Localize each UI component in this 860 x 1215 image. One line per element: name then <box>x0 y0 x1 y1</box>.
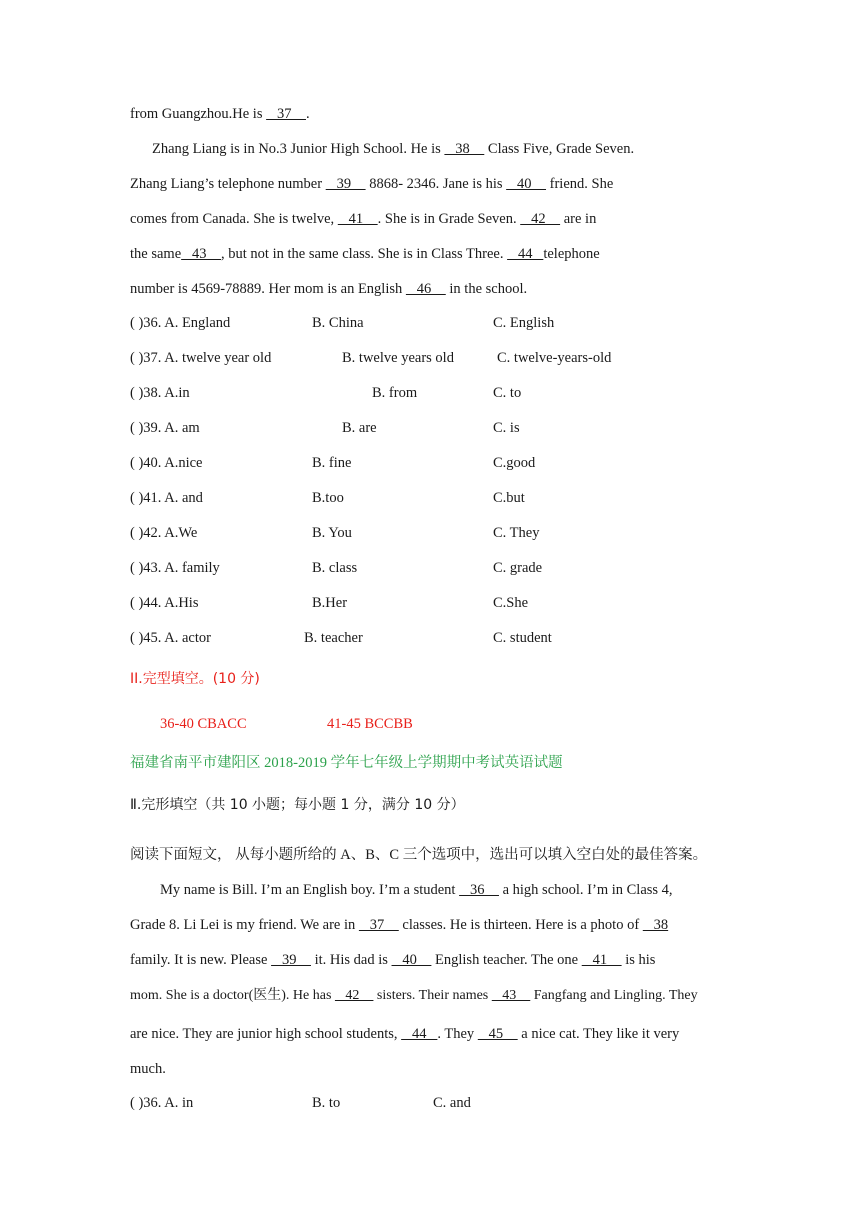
option-b: B.too <box>312 490 344 506</box>
answer-41-45: 41-45 BCCBB <box>327 716 413 732</box>
blank: 36 <box>459 882 499 898</box>
option-c: C.but <box>493 490 525 506</box>
blank: 44 <box>401 1026 438 1042</box>
text: . They <box>437 1026 478 1042</box>
text: English teacher. The one <box>431 952 582 968</box>
passage1-line <box>152 140 634 158</box>
option-b: B. class <box>312 560 358 576</box>
blank: 39 <box>325 176 366 192</box>
text: Grade 8. Li Lei is my friend. We are in <box>130 917 359 933</box>
blank: 41 <box>581 952 622 968</box>
text: . She is in Grade Seven. <box>377 211 521 227</box>
option-c: C. is <box>493 420 520 436</box>
option-q: ( )45. A. actor <box>130 630 211 646</box>
text: are in <box>560 211 597 227</box>
blank: 42 <box>334 988 374 1003</box>
blank: 39 <box>271 952 311 968</box>
text: Fangfang and Lingling. They <box>530 988 698 1003</box>
option-b: B. are <box>342 420 377 436</box>
blank: 38 <box>642 917 669 933</box>
text: much. <box>130 1061 166 1077</box>
blank: 44 <box>507 246 544 262</box>
instructions: 阅读下面短文， 从每小题所给的 A、B、C 三个选项中，选出可以填入空白处的最佳答案。 <box>130 847 708 863</box>
blank: 42 <box>520 211 561 227</box>
text: from Guangzhou.He is <box>130 106 267 122</box>
text: is his <box>621 952 656 968</box>
passage2-line <box>130 951 655 969</box>
text: friend. She <box>546 176 614 192</box>
option-q: ( )38. A.in <box>130 385 190 401</box>
text: number is 4569-78889. Her mom is an English <box>130 281 406 297</box>
option-q: ( )36. A. England <box>130 315 231 331</box>
text: sisters. Their names <box>373 988 492 1003</box>
option-q: ( )42. A.We <box>130 525 198 541</box>
passage2-line <box>130 987 698 1005</box>
text: a nice cat. They like it very <box>517 1026 680 1042</box>
option-q: ( )41. A. and <box>130 490 203 506</box>
answer-36-40: 36-40 CBACC <box>160 716 247 732</box>
text: mom. She is a doctor(医生). He has <box>130 988 335 1003</box>
option-c: C. English <box>493 315 555 331</box>
text: are nice. They are junior high school students, <box>130 1026 402 1042</box>
text: . <box>305 106 310 122</box>
option-b: B.Her <box>312 595 348 611</box>
text: Class Five, Grade Seven. <box>484 141 635 157</box>
answer-heading: II.完型填空。(10 分) <box>130 671 260 687</box>
option-c: C. and <box>433 1095 471 1111</box>
option-q: ( )37. A. twelve year old <box>130 350 272 366</box>
option-b: B. to <box>312 1095 341 1111</box>
option-c: C. They <box>493 525 540 541</box>
text: comes from Canada. She is twelve, <box>130 211 338 227</box>
option-b: B. teacher <box>304 630 363 646</box>
text: in the school. <box>445 281 528 297</box>
blank: 41 <box>337 211 378 227</box>
option-b: B. China <box>312 315 364 331</box>
blank: 38 <box>444 141 485 157</box>
text: telephone <box>543 246 600 262</box>
passage1-line <box>130 105 310 123</box>
option-q: ( )43. A. family <box>130 560 220 576</box>
option-b: B. fine <box>312 455 352 471</box>
section2-heading: Ⅱ.完形填空（共 10 小题；每小题 1 分，满分 10 分） <box>130 797 465 813</box>
blank: 43 <box>181 246 222 262</box>
option-c: C. grade <box>493 560 543 576</box>
blank: 43 <box>491 988 531 1003</box>
option-c: C.She <box>493 595 529 611</box>
passage1-line <box>130 210 596 228</box>
option-c: C.good <box>493 455 536 471</box>
text: the same <box>130 246 182 262</box>
passage1-line <box>130 280 527 298</box>
passage2-line <box>130 1025 679 1043</box>
blank: 40 <box>506 176 547 192</box>
option-q: ( )36. A. in <box>130 1095 194 1111</box>
text: family. It is new. Please <box>130 952 272 968</box>
option-c: C. twelve-years-old <box>497 350 612 366</box>
blank: 40 <box>391 952 432 968</box>
option-c: C. student <box>493 630 552 646</box>
passage1-line <box>130 245 600 263</box>
blank: 46 <box>405 281 446 297</box>
passage2-line <box>130 916 668 934</box>
option-b: B. twelve years old <box>342 350 454 366</box>
source-title: 福建省南平市建阳区 2018-2019 学年七年级上学期期中考试英语试题 <box>130 755 563 771</box>
option-q: ( )39. A. am <box>130 420 200 436</box>
option-c: C. to <box>493 385 522 401</box>
option-b: B. from <box>372 385 418 401</box>
text: My name is Bill. I’m an English boy. I’m a student <box>160 882 460 898</box>
blank: 37 <box>358 917 399 933</box>
text: , but not in the same class. She is in Class Three. <box>221 246 508 262</box>
text: a high school. I’m in Class 4, <box>498 882 673 898</box>
text: it. His dad is <box>310 952 392 968</box>
blank: 45 <box>477 1026 518 1042</box>
option-q: ( )40. A.nice <box>130 455 203 471</box>
passage2-line <box>130 1060 166 1078</box>
passage1-line <box>130 175 613 193</box>
text: Zhang Liang is in No.3 Junior High School. He is <box>152 141 445 157</box>
option-q: ( )44. A.His <box>130 595 199 611</box>
blank: 37 <box>266 106 306 122</box>
passage2-line <box>160 881 673 899</box>
text: 8868- 2346. Jane is his <box>365 176 507 192</box>
text: classes. He is thirteen. Here is a photo of <box>398 917 643 933</box>
option-b: B. You <box>312 525 352 541</box>
text: Zhang Liang’s telephone number <box>130 176 326 192</box>
